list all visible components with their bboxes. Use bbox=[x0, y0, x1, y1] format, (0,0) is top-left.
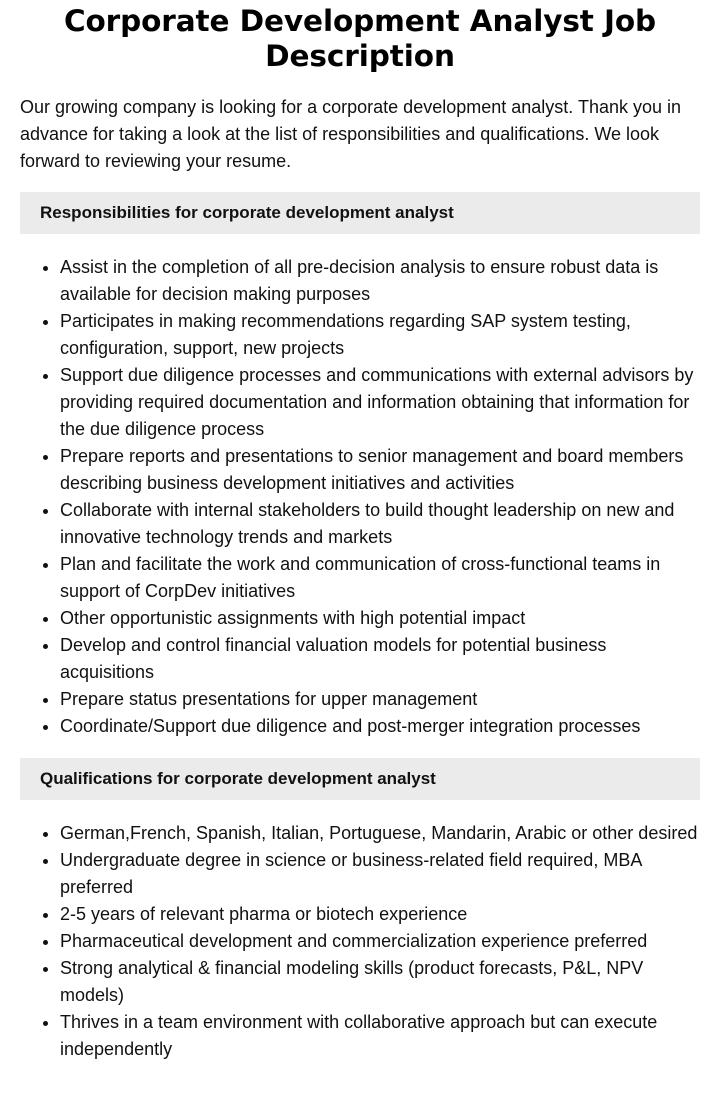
list-item: • Coordinate/Support due diligence and post-merger integration processes bbox=[60, 713, 700, 740]
page-title: Corporate Development Analyst Job Description bbox=[63, 4, 657, 73]
intro-paragraph: Our growing company is looking for a corporate development analyst. Thank you in advance for taking a look at the list of responsibilities and qualifications. We look forward to reviewing your resume. bbox=[20, 97, 682, 171]
list-item: • Prepare reports and presentations to senior management and board members describing business development initiatives and activities bbox=[60, 443, 700, 497]
qualifications-heading: Qualifications for corporate development analyst bbox=[20, 758, 700, 800]
list-item: • Assist in the completion of all pre-decision analysis to ensure robust data is available for decision making purposes bbox=[60, 254, 700, 308]
list-item: • German,French, Spanish, Italian, Portuguese, Mandarin, Arabic or other desired bbox=[60, 820, 700, 847]
list-item: • Prepare status presentations for upper management bbox=[60, 686, 700, 713]
list-item: • Other opportunistic assignments with high potential impact bbox=[60, 605, 700, 632]
list-item: • Develop and control financial valuation models for potential business acquisitions bbox=[60, 632, 700, 686]
list-item: • Pharmaceutical development and commercialization experience preferred bbox=[60, 928, 700, 955]
list-item: • Support due diligence processes and communications with external advisors by providing required documentation and information obtaining that information for the due diligence process bbox=[60, 362, 700, 443]
responsibilities-list bbox=[20, 254, 700, 740]
list-item: • Undergraduate degree in science or business-related field required, MBA preferred bbox=[60, 847, 700, 901]
list-item: • Thrives in a team environment with collaborative approach but can execute independently bbox=[60, 1009, 700, 1063]
list-item: • 2-5 years of relevant pharma or biotech experience bbox=[60, 901, 700, 928]
responsibilities-heading: Responsibilities for corporate development analyst bbox=[20, 192, 700, 234]
list-item: • Participates in making recommendations regarding SAP system testing, configuration, support, new projects bbox=[60, 308, 700, 362]
qualifications-list bbox=[20, 820, 700, 1063]
list-item: • Strong analytical & financial modeling skills (product forecasts, P&L, NPV models) bbox=[60, 955, 700, 1009]
list-item: • Plan and facilitate the work and communication of cross-functional teams in support of CorpDev initiatives bbox=[60, 551, 700, 605]
list-item: • Collaborate with internal stakeholders to build thought leadership on new and innovative technology trends and markets bbox=[60, 497, 700, 551]
